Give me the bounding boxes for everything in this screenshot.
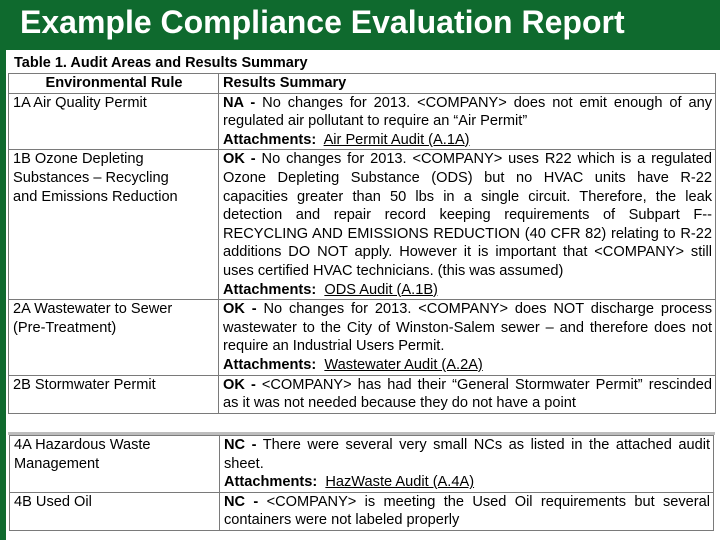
status-badge: OK -	[223, 151, 256, 168]
status-badge: OK -	[223, 376, 256, 393]
results-table-continued	[9, 435, 714, 531]
table-row	[10, 492, 714, 530]
summary-cell	[219, 300, 716, 375]
summary-cell	[219, 150, 716, 300]
attachments-label: Attachments:	[223, 131, 317, 148]
rule-cell: 2B Stormwater Permit	[9, 375, 219, 413]
header-results-summary: Results Summary	[219, 74, 716, 94]
slide-title: Example Compliance Evaluation Report	[20, 4, 625, 40]
table-row	[9, 375, 716, 413]
attachment-link[interactable]: Wastewater Audit (A.2A)	[324, 356, 483, 373]
table-caption: Table 1. Audit Areas and Results Summary	[14, 55, 308, 71]
status-badge: NA -	[223, 94, 256, 111]
attachment-link[interactable]: ODS Audit (A.1B)	[324, 281, 438, 298]
table-row	[9, 150, 716, 300]
rule-cell: 4A Hazardous Waste Management	[10, 436, 220, 493]
summary-text: No changes for 2013. <COMPANY> does not emit enough of any regulated air pollutant to require an “Air Permit”	[223, 94, 712, 130]
table-row	[10, 436, 714, 493]
attachment-link[interactable]: Air Permit Audit (A.1A)	[323, 131, 470, 148]
summary-text: No changes for 2013. <COMPANY> uses R22 which is a regulated Ozone Depleting Substance (ODS) but no HVAC units have R-22 capacities greater than 50 lbs in a single circuit. Therefore, the leak detection and repair record keeping requirements of Subpart F--RECYCLING AND EMISSIONS REDUCTION (40 CFR 82) relating to R-22 additions DO NOT apply. However it is important that <COMPANY> still uses certified HVAC technicians. (this was assumed)	[223, 151, 713, 279]
summary-cell	[220, 436, 714, 493]
summary-cell	[219, 93, 716, 150]
summary-text: <COMPANY> is meeting the Used Oil requirements but several containers were not labeled properly	[224, 493, 710, 529]
rule-cell: 1A Air Quality Permit	[9, 93, 219, 150]
attachments-label: Attachments:	[224, 474, 318, 491]
table-row	[9, 93, 716, 150]
rule-cell: 1B Ozone Depleting Substances – Recycling and Emissions Reduction	[9, 150, 219, 300]
results-table	[8, 73, 716, 414]
table-header-row	[9, 74, 716, 94]
attachments-label: Attachments:	[223, 281, 317, 298]
rule-cell: 2A Wastewater to Sewer (Pre-Treatment)	[9, 300, 219, 375]
summary-text: There were several very small NCs as listed in the attached audit sheet.	[224, 437, 711, 472]
status-badge: NC -	[224, 437, 257, 453]
attachment-link[interactable]: HazWaste Audit (A.4A)	[325, 474, 475, 491]
status-badge: OK -	[223, 301, 257, 318]
attachments-label: Attachments:	[223, 356, 317, 373]
table-row	[9, 300, 716, 375]
header-environmental-rule: Environmental Rule	[9, 74, 219, 94]
summary-text: No changes for 2013. <COMPANY> does NOT discharge process wastewater to the City of Winston-Salem sewer – and therefore does not require an Industrial Users Permit.	[223, 301, 712, 355]
summary-cell	[220, 492, 714, 530]
rule-cell: 4B Used Oil	[10, 492, 220, 530]
status-badge: NC -	[224, 493, 259, 510]
summary-text: <COMPANY> has had their “General Stormwater Permit” rescinded as it was not needed because they do not have a point	[223, 376, 712, 412]
summary-cell	[219, 375, 716, 413]
